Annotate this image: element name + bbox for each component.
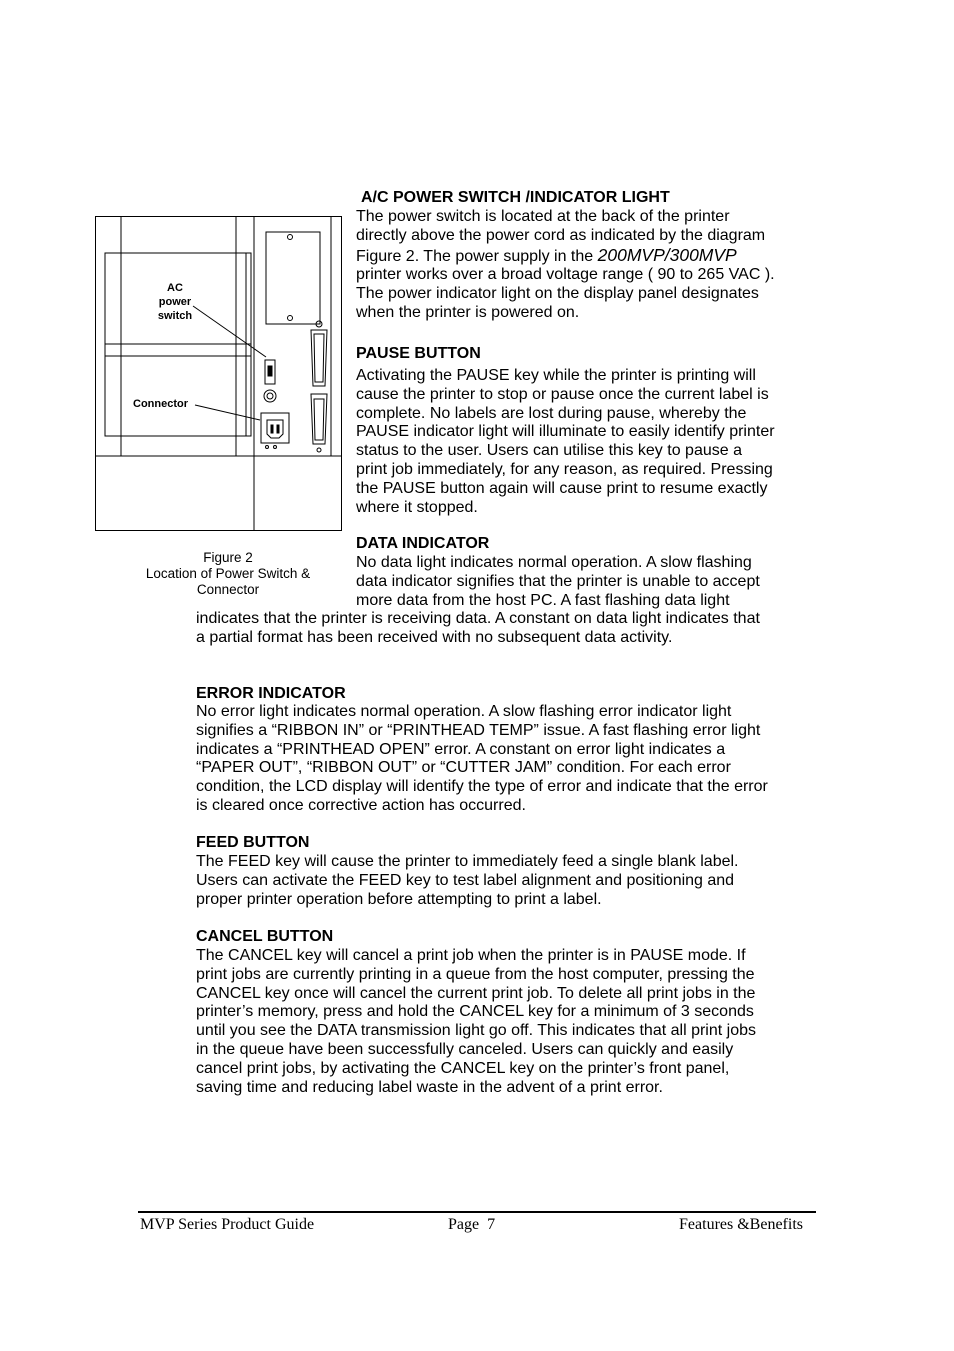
error-indicator-heading: ERROR INDICATOR	[196, 685, 346, 702]
text-line: a partial format has been received with no subsequent data activity.	[196, 628, 673, 646]
footer-page	[448, 1216, 495, 1234]
printer-back-diagram	[95, 214, 343, 534]
pause-heading: PAUSE BUTTON	[356, 345, 481, 362]
printer-body-outline	[96, 217, 342, 531]
text-line: indicates that the printer is receiving data. A constant on data light indicates that	[196, 610, 760, 627]
figure-caption	[128, 550, 328, 598]
text-line: Activating the PAUSE key while the printer is printing will	[356, 367, 756, 384]
text-line: where it stopped.	[356, 498, 478, 516]
text-line: printer’s memory, press and hold the CANCEL key for a minimum of 3 seconds	[196, 1003, 754, 1021]
text-line: condition, the LCD display will identify the type of error and indicate that the error	[196, 778, 768, 796]
serial-port-graphic	[311, 394, 327, 444]
text-line: CANCEL key once will cancel the current print job. To delete all print jobs in the	[196, 984, 756, 1002]
text-line: Users can activate the FEED key to test label alignment and positioning and	[196, 871, 735, 889]
text-line: cause the printer to stop or pause once the current label is	[356, 385, 769, 403]
cancel-body	[196, 947, 756, 1097]
text-line: complete. No labels are lost during pause, whereby the	[356, 404, 747, 422]
connector-leader-line	[195, 405, 260, 420]
text-line: the PAUSE button again will cause print to resume exactly	[356, 479, 768, 497]
error-indicator-body	[196, 703, 768, 816]
text-line: indicates a “PRINTHEAD OPEN” error. A constant on error light indicates a	[196, 740, 726, 758]
option-card-plate	[266, 232, 320, 324]
text-line: is cleared once corrective action has occurred.	[196, 796, 526, 814]
text-line: No data light indicates normal operation. A slow flashing	[356, 554, 752, 571]
text-line: PAUSE indicator light will illuminate to easily identify printer	[356, 423, 775, 441]
text-line: proper printer operation before attempting to print a label.	[196, 890, 602, 908]
feed-heading: FEED BUTTON	[196, 834, 310, 851]
cancel-heading: CANCEL BUTTON	[196, 928, 334, 945]
text-line: The CANCEL key will cancel a print job when the printer is in PAUSE mode. If	[196, 947, 746, 964]
parallel-port-graphic	[311, 330, 327, 386]
data-indicator-body	[356, 554, 760, 610]
text-line: printer works over a broad voltage range ( 90 to 265 VAC ).	[356, 266, 775, 284]
feed-body	[196, 853, 738, 909]
text-line: No error light indicates normal operation. A slow flashing error indicator light	[196, 703, 732, 720]
text-line	[356, 246, 775, 267]
text-line: saving time and reducing label waste in the advent of a print error.	[196, 1078, 663, 1096]
model-name: 200MVP/300MVP	[597, 244, 737, 265]
text-line: until you see the DATA transmission light go off. This indicates that all print jobs	[196, 1022, 756, 1040]
text-line: print job immediately, for any reason, as required. Pressing	[356, 460, 773, 478]
ac-power-body	[356, 208, 775, 323]
label-line: power	[158, 296, 192, 308]
label-line: AC	[167, 282, 183, 294]
text-line: signifies a “RIBBON IN” or “PRINTHEAD TEMP” issue. A fast flashing error light	[196, 721, 761, 739]
text-line: print jobs are currently printing in a queue from the host computer, pressing the	[196, 965, 755, 983]
text-line: directly above the power cord as indicated by the diagram	[356, 226, 766, 244]
label-line: switch	[157, 310, 193, 322]
data-indicator-body-continued	[196, 610, 760, 648]
text-line: more data from the host PC. A fast flashing data light	[356, 591, 730, 609]
connector-label: Connector	[133, 398, 188, 410]
footer-left: MVP Series Product Guide	[140, 1216, 315, 1233]
text-line: status to the user. Users can utilise this key to pause a	[356, 442, 742, 460]
footer-right: Features &Benefits	[679, 1216, 803, 1233]
text-line: “PAPER OUT”, “RIBBON OUT” or “CUTTER JAM” condition. For each error	[196, 759, 731, 777]
text-line: when the printer is powered on.	[356, 303, 580, 321]
text-line: in the queue have been successfully canceled. Users can quickly and easily	[196, 1040, 734, 1058]
ac-power-heading: A/C POWER SWITCH /INDICATOR LIGHT	[361, 189, 670, 206]
caption-line: Connector	[196, 582, 260, 597]
text-line: data indicator signifies that the printer is unable to accept	[356, 572, 760, 590]
page-number: 7	[487, 1216, 496, 1233]
page-label: Page	[448, 1216, 480, 1233]
text-span: Figure 2. The power supply in the	[356, 247, 598, 265]
text-line: cancel print jobs, by activating the CANCEL key on the printer’s front panel,	[196, 1059, 730, 1077]
data-indicator-heading: DATA INDICATOR	[356, 535, 490, 552]
caption-line: Location of Power Switch &	[145, 566, 311, 581]
text-line: The power switch is located at the back of the printer	[356, 208, 730, 225]
text-line: The FEED key will cause the printer to immediately feed a single blank label.	[196, 853, 739, 870]
ac-power-switch-label	[146, 281, 204, 323]
footer-rule	[138, 1211, 816, 1213]
pause-body	[356, 367, 775, 517]
caption-line: Figure 2	[203, 550, 253, 565]
text-line: The power indicator light on the display panel designates	[356, 285, 759, 303]
